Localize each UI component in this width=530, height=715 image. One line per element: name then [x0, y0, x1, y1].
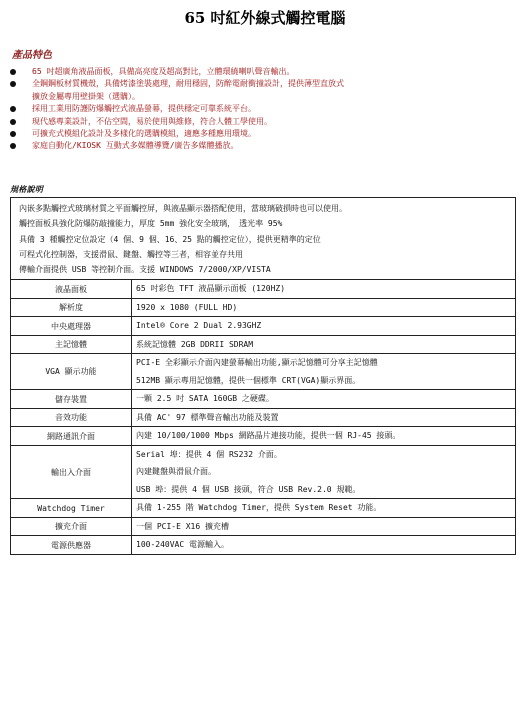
spec-label: 電源供應器 — [11, 536, 132, 554]
spec-value — [132, 317, 516, 336]
spec-row — [11, 354, 515, 390]
spec-value — [132, 280, 516, 299]
spec-label: 輸出入介面 — [11, 445, 132, 499]
spec-row — [11, 335, 515, 354]
spec-label: 主記憶體 — [11, 335, 132, 354]
spec-row — [11, 445, 515, 499]
spec-intro — [11, 198, 515, 279]
feature-text: 採用工業用防護防爆觸控式液晶螢幕，提供穩定可靠系統平台。 — [32, 104, 256, 114]
feature-item — [10, 66, 520, 78]
spec-intro-line: 可程式化控制器，支援滑鼠、鍵盤、觸控等三者，相容並存共用 — [19, 249, 243, 259]
bullet-icon — [10, 119, 16, 125]
spec-row — [11, 390, 515, 409]
spec-label: 擴充介面 — [11, 517, 132, 536]
bullet-icon — [10, 81, 16, 87]
spec-intro-line: 傳輸介面提供 USB 等控制介面。支援 WINDOWS 7/2000/XP/VISTA — [19, 265, 271, 275]
spec-value-line: 內建 10/100/1000 Mbps 網路晶片連接功能，提供一個 RJ-45 接頭。 — [136, 431, 401, 441]
bullet-icon — [10, 131, 16, 137]
spec-label: 中央處理器 — [11, 317, 132, 336]
bullet-icon — [10, 143, 16, 149]
bullet-icon — [10, 69, 16, 75]
spec-value-line: USB 埠：提供 4 個 USB 接頭，符合 USB Rev.2.0 規範。 — [136, 484, 361, 494]
spec-row — [11, 536, 515, 554]
spec-intro-line: 內嵌多點觸控式玻璃材質之平面觸控屏，與液晶顯示器搭配使用，當玻璃破損時也可以使用。 — [19, 204, 347, 213]
spec-value — [132, 517, 516, 536]
spec-value-line: 一顆 2.5 吋 SATA 160GB 之硬碟。 — [136, 394, 274, 404]
feature-item — [10, 78, 520, 103]
spec-label: 液晶面板 — [11, 280, 132, 299]
spec-value-line: 具備 1-255 階 Watchdog Timer，提供 System Reset 功能。 — [136, 503, 382, 513]
spec-value-line: Intel® Core 2 Dual 2.93GHZ — [136, 321, 262, 331]
spec-heading: 規格說明 — [10, 185, 44, 194]
feature-text: 65 吋超廣角液晶面板，具備高亮度及超高對比，立體環繞喇叭聲音輸出。 — [32, 67, 295, 76]
spec-value — [132, 499, 516, 518]
spec-table-box — [10, 197, 516, 555]
spec-row — [11, 427, 515, 446]
feature-item — [10, 116, 520, 128]
spec-value — [132, 536, 516, 554]
spec-value-line: 系統記憶體 2GB DDRII SDRAM — [136, 339, 254, 349]
feature-text: 家庭自動化/KIOSK 互動式多媒體導覽/廣告多媒體播放。 — [32, 141, 239, 151]
spec-row — [11, 499, 515, 518]
spec-value-line: 一個 PCI-E X16 擴充槽 — [136, 521, 229, 531]
spec-value — [132, 390, 516, 409]
feature-item — [10, 103, 520, 115]
spec-row — [11, 317, 515, 336]
page-title: 65 吋紅外線式觸控電腦 — [184, 9, 346, 27]
spec-value — [132, 427, 516, 446]
spec-value-line: Serial 埠：提供 4 個 RS232 介面。 — [136, 449, 282, 459]
spec-label: 解析度 — [11, 298, 132, 317]
spec-label: Watchdog Timer — [11, 499, 132, 518]
spec-label: VGA 顯示功能 — [11, 354, 132, 390]
spec-value-line: 512MB 顯示專用記憶體，提供一個標準 CRT(VGA)顯示界面。 — [136, 375, 361, 385]
spec-table — [11, 279, 515, 554]
spec-value — [132, 335, 516, 354]
spec-value — [132, 408, 516, 427]
spec-label: 音效功能 — [11, 408, 132, 427]
spec-value — [132, 354, 516, 390]
feature-text: 全鋼鋼板材質機殼，具備烤漆塗裝處理，耐用穩固，防醉電耐衝撞設計，提供薄型直放式 — [32, 79, 344, 89]
spec-value-line: 具備 AC' 97 標準聲音輸出功能及裝置 — [136, 412, 279, 422]
feature-text: 擴放金屬專用壁掛架（選購）。 — [32, 91, 140, 101]
spec-row — [11, 280, 515, 299]
feature-text: 可擴充式模組化設計及多樣化的選購模組，適應多種應用環境。 — [32, 129, 256, 139]
spec-intro-line: 具備 3 種觸控定位設定（4 個、9 個、16、25 點的觸控定位），提供更精準的定位 — [19, 234, 321, 244]
features-list — [10, 66, 520, 153]
feature-item — [10, 140, 520, 152]
spec-value-line: 內建鍵盤與滑鼠介面。 — [136, 467, 216, 477]
spec-row — [11, 517, 515, 536]
spec-label: 網路通訊介面 — [11, 427, 132, 446]
spec-label: 儲存裝置 — [11, 390, 132, 409]
spec-value-line: 1920 x 1080 (FULL HD) — [136, 302, 238, 312]
bullet-icon — [10, 106, 16, 112]
spec-value — [132, 298, 516, 317]
feature-text: 現代感專業設計，不佔空間，易於使用與維修，符合人體工學使用。 — [32, 116, 272, 126]
spec-intro-line: 觸控面板具強化防爆防敲撞能力，厚度 5mm 強化安全玻璃， 透光率 95% — [19, 219, 283, 229]
spec-row — [11, 298, 515, 317]
features-heading: 產品特色 — [12, 50, 52, 61]
spec-row — [11, 408, 515, 427]
spec-value-line: 65 吋彩色 TFT 液晶顯示面板 (120HZ) — [136, 284, 286, 294]
spec-value-line: PCI-E 全彩顯示介面內建螢幕輸出功能,顯示記憶體可分享主記憶體 — [136, 358, 378, 368]
spec-value-line: 100-240VAC 電源輸入。 — [136, 540, 229, 550]
feature-item — [10, 128, 520, 140]
spec-value — [132, 445, 516, 499]
